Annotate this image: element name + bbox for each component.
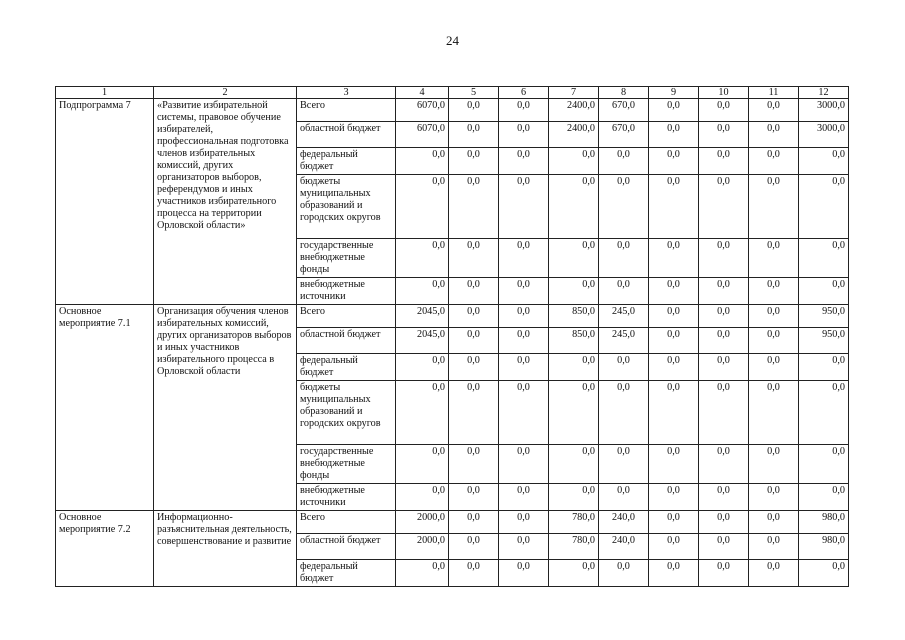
- value-cell: 0,0: [599, 148, 649, 175]
- value-cell: 245,0: [599, 305, 649, 328]
- value-cell: 0,0: [699, 99, 749, 122]
- value-cell: 0,0: [449, 99, 499, 122]
- header-cell: 5: [449, 87, 499, 99]
- header-cell: 10: [699, 87, 749, 99]
- funding-source-cell: бюджеты муниципальных образований и городских округов: [297, 175, 396, 239]
- value-cell: 850,0: [549, 305, 599, 328]
- value-cell: 0,0: [749, 484, 799, 511]
- value-cell: 0,0: [599, 278, 649, 305]
- value-cell: 2045,0: [396, 305, 449, 328]
- value-cell: 2045,0: [396, 328, 449, 354]
- value-cell: 2000,0: [396, 511, 449, 534]
- value-cell: 0,0: [499, 484, 549, 511]
- funding-source-cell: областной бюджет: [297, 328, 396, 354]
- value-cell: 0,0: [499, 328, 549, 354]
- value-cell: 0,0: [599, 484, 649, 511]
- value-cell: 0,0: [749, 278, 799, 305]
- value-cell: 0,0: [799, 381, 849, 445]
- program-code-cell: Подпрограмма 7: [56, 99, 154, 305]
- value-cell: 980,0: [799, 511, 849, 534]
- funding-source-cell: федеральный бюджет: [297, 560, 396, 587]
- value-cell: 0,0: [499, 305, 549, 328]
- value-cell: 0,0: [649, 239, 699, 278]
- table-body: [56, 87, 849, 587]
- value-cell: 0,0: [396, 354, 449, 381]
- value-cell: 0,0: [499, 278, 549, 305]
- value-cell: 0,0: [549, 381, 599, 445]
- value-cell: 0,0: [699, 328, 749, 354]
- budget-table: [55, 86, 849, 587]
- header-cell: 11: [749, 87, 799, 99]
- header-cell: 12: [799, 87, 849, 99]
- value-cell: 0,0: [499, 445, 549, 484]
- funding-source-cell: Всего: [297, 511, 396, 534]
- value-cell: 850,0: [549, 328, 599, 354]
- value-cell: 6070,0: [396, 122, 449, 148]
- value-cell: 0,0: [699, 354, 749, 381]
- value-cell: 0,0: [599, 354, 649, 381]
- value-cell: 0,0: [549, 484, 599, 511]
- value-cell: 0,0: [699, 239, 749, 278]
- value-cell: 0,0: [549, 148, 599, 175]
- value-cell: 0,0: [449, 560, 499, 587]
- value-cell: 0,0: [649, 278, 699, 305]
- value-cell: 0,0: [699, 511, 749, 534]
- value-cell: 0,0: [699, 278, 749, 305]
- value-cell: 0,0: [649, 122, 699, 148]
- header-cell: 2: [154, 87, 297, 99]
- header-cell: 9: [649, 87, 699, 99]
- value-cell: 980,0: [799, 534, 849, 560]
- value-cell: 0,0: [749, 445, 799, 484]
- value-cell: 240,0: [599, 511, 649, 534]
- funding-source-cell: федеральный бюджет: [297, 148, 396, 175]
- value-cell: 0,0: [396, 445, 449, 484]
- value-cell: 0,0: [396, 278, 449, 305]
- value-cell: 0,0: [649, 534, 699, 560]
- value-cell: 0,0: [499, 560, 549, 587]
- value-cell: 2400,0: [549, 122, 599, 148]
- value-cell: 0,0: [499, 511, 549, 534]
- value-cell: 0,0: [599, 560, 649, 587]
- value-cell: 0,0: [799, 148, 849, 175]
- value-cell: 0,0: [449, 175, 499, 239]
- funding-source-cell: Всего: [297, 99, 396, 122]
- value-cell: 0,0: [649, 328, 699, 354]
- value-cell: 0,0: [649, 99, 699, 122]
- value-cell: 0,0: [799, 278, 849, 305]
- funding-source-cell: областной бюджет: [297, 534, 396, 560]
- value-cell: 0,0: [649, 484, 699, 511]
- value-cell: 0,0: [396, 381, 449, 445]
- value-cell: 670,0: [599, 122, 649, 148]
- value-cell: 0,0: [749, 354, 799, 381]
- value-cell: 0,0: [749, 239, 799, 278]
- header-cell: 4: [396, 87, 449, 99]
- funding-source-cell: Всего: [297, 305, 396, 328]
- header-cell: 3: [297, 87, 396, 99]
- value-cell: 0,0: [396, 239, 449, 278]
- value-cell: 0,0: [549, 445, 599, 484]
- program-title-cell: «Развитие избирательной системы, правовое обучение избирателей, профессиональная подготовка членов избирательных комиссий, других организаторов выборов, референдумов и иных участников избирательного процесса на территории Орловской области»: [154, 99, 297, 305]
- value-cell: 0,0: [699, 381, 749, 445]
- funding-source-cell: государственные внебюджетные фонды: [297, 445, 396, 484]
- value-cell: 0,0: [799, 354, 849, 381]
- value-cell: 0,0: [699, 560, 749, 587]
- value-cell: 0,0: [749, 122, 799, 148]
- value-cell: 0,0: [699, 175, 749, 239]
- value-cell: 0,0: [649, 445, 699, 484]
- table-row: [56, 511, 849, 534]
- value-cell: 780,0: [549, 534, 599, 560]
- value-cell: 2000,0: [396, 534, 449, 560]
- value-cell: 0,0: [699, 445, 749, 484]
- value-cell: 0,0: [549, 354, 599, 381]
- value-cell: 0,0: [449, 278, 499, 305]
- value-cell: 3000,0: [799, 99, 849, 122]
- funding-source-cell: государственные внебюджетные фонды: [297, 239, 396, 278]
- value-cell: 780,0: [549, 511, 599, 534]
- header-cell: 7: [549, 87, 599, 99]
- header-cell: 6: [499, 87, 549, 99]
- value-cell: 670,0: [599, 99, 649, 122]
- value-cell: 0,0: [449, 534, 499, 560]
- value-cell: 0,0: [749, 99, 799, 122]
- value-cell: 0,0: [599, 381, 649, 445]
- value-cell: 0,0: [499, 99, 549, 122]
- value-cell: 0,0: [749, 381, 799, 445]
- value-cell: 0,0: [749, 148, 799, 175]
- value-cell: 0,0: [799, 175, 849, 239]
- value-cell: 0,0: [749, 328, 799, 354]
- value-cell: 0,0: [749, 305, 799, 328]
- value-cell: 0,0: [699, 484, 749, 511]
- header-cell: 1: [56, 87, 154, 99]
- value-cell: 0,0: [499, 354, 549, 381]
- value-cell: 0,0: [449, 511, 499, 534]
- value-cell: 0,0: [449, 239, 499, 278]
- value-cell: 0,0: [649, 305, 699, 328]
- value-cell: 0,0: [549, 560, 599, 587]
- value-cell: 0,0: [549, 278, 599, 305]
- page-number: 24: [446, 33, 459, 48]
- value-cell: 0,0: [599, 239, 649, 278]
- value-cell: 0,0: [749, 175, 799, 239]
- value-cell: 0,0: [499, 381, 549, 445]
- funding-source-cell: областной бюджет: [297, 122, 396, 148]
- value-cell: 6070,0: [396, 99, 449, 122]
- value-cell: 0,0: [699, 122, 749, 148]
- value-cell: 0,0: [449, 305, 499, 328]
- value-cell: 240,0: [599, 534, 649, 560]
- value-cell: 950,0: [799, 328, 849, 354]
- value-cell: 0,0: [549, 175, 599, 239]
- value-cell: 0,0: [396, 484, 449, 511]
- table-row: [56, 99, 849, 122]
- value-cell: 0,0: [396, 560, 449, 587]
- value-cell: 0,0: [799, 445, 849, 484]
- value-cell: 0,0: [649, 511, 699, 534]
- value-cell: 0,0: [799, 484, 849, 511]
- table-row: [56, 305, 849, 328]
- value-cell: 0,0: [799, 239, 849, 278]
- value-cell: 245,0: [599, 328, 649, 354]
- program-title-cell: Организация обучения членов избирательных комиссий, других организаторов выборов и иных участников избирательного процесса в Орловской области: [154, 305, 297, 511]
- value-cell: 0,0: [499, 122, 549, 148]
- value-cell: 0,0: [549, 239, 599, 278]
- value-cell: 0,0: [649, 354, 699, 381]
- program-code-cell: Основное мероприятие 7.2: [56, 511, 154, 587]
- value-cell: 0,0: [799, 560, 849, 587]
- header-row: [56, 87, 849, 99]
- value-cell: 0,0: [449, 122, 499, 148]
- value-cell: 0,0: [599, 445, 649, 484]
- value-cell: 0,0: [449, 445, 499, 484]
- value-cell: 0,0: [749, 560, 799, 587]
- funding-source-cell: внебюджетные источники: [297, 278, 396, 305]
- value-cell: 950,0: [799, 305, 849, 328]
- value-cell: 0,0: [499, 534, 549, 560]
- funding-source-cell: бюджеты муниципальных образований и городских округов: [297, 381, 396, 445]
- value-cell: 0,0: [699, 148, 749, 175]
- value-cell: 0,0: [649, 148, 699, 175]
- value-cell: 0,0: [699, 534, 749, 560]
- header-cell: 8: [599, 87, 649, 99]
- value-cell: 0,0: [396, 175, 449, 239]
- value-cell: 0,0: [699, 305, 749, 328]
- value-cell: 0,0: [396, 148, 449, 175]
- value-cell: 0,0: [649, 381, 699, 445]
- value-cell: 3000,0: [799, 122, 849, 148]
- funding-source-cell: внебюджетные источники: [297, 484, 396, 511]
- value-cell: 0,0: [449, 381, 499, 445]
- value-cell: 0,0: [449, 148, 499, 175]
- value-cell: 0,0: [449, 328, 499, 354]
- value-cell: 0,0: [499, 148, 549, 175]
- funding-source-cell: федеральный бюджет: [297, 354, 396, 381]
- value-cell: 0,0: [749, 511, 799, 534]
- value-cell: 0,0: [449, 354, 499, 381]
- value-cell: 0,0: [499, 239, 549, 278]
- value-cell: 0,0: [749, 534, 799, 560]
- value-cell: 0,0: [499, 175, 549, 239]
- program-code-cell: Основное мероприятие 7.1: [56, 305, 154, 511]
- program-title-cell: Информационно-разъяснительная деятельность, совершенствование и развитие: [154, 511, 297, 587]
- value-cell: 2400,0: [549, 99, 599, 122]
- value-cell: 0,0: [449, 484, 499, 511]
- value-cell: 0,0: [599, 175, 649, 239]
- value-cell: 0,0: [649, 175, 699, 239]
- value-cell: 0,0: [649, 560, 699, 587]
